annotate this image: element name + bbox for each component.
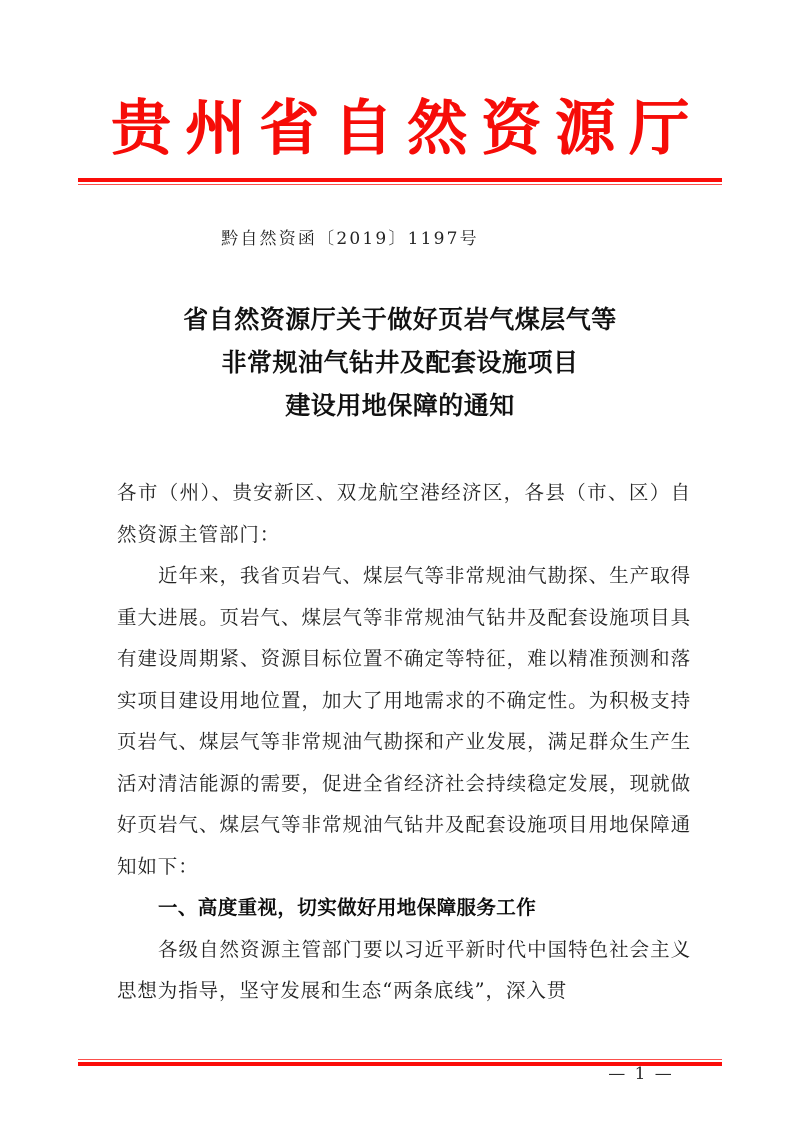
section-1-paragraph: 各级自然资源主管部门要以习近平新时代中国特色社会主义思想为指导，坚守发展和生态“两条底线”，深入贯 xyxy=(117,937,691,1002)
document-body xyxy=(117,472,691,1012)
document-title-line-3: 建设用地保障的通知 xyxy=(285,391,515,420)
header-red-rule xyxy=(78,178,722,185)
recipients-line: 各市（州）、贵安新区、双龙航空港经济区，各县（市、区）自然资源主管部门： xyxy=(117,481,691,546)
document-title xyxy=(100,298,700,427)
masthead xyxy=(0,92,800,166)
document-number xyxy=(0,226,800,252)
page-number: — 1 — xyxy=(608,1064,674,1084)
body-paragraph-1: 近年来，我省页岩气、煤层气等非常规油气勘探、生产取得重大进展。页岩气、煤层气等非常规油气钻井及配套设施项目具有建设周期紧、资源目标位置不确定等特征，难以精准预测和落实项目建设用地位置，加大了用地需求的不确定性。为积极支持页岩气、煤层气等非常规油气勘探和产业发展，满足群众生产生活对清洁能源的需要，促进全省经济社会持续稳定发展，现就做好页岩气、煤层气等非常规油气钻井及配套设施项目用地保障通知如下： xyxy=(117,564,691,878)
document-title-line-1: 省自然资源厅关于做好页岩气煤层气等 xyxy=(183,305,617,334)
document-title-line-2: 非常规油气钻井及配套设施项目 xyxy=(221,348,579,377)
header-rule-thin xyxy=(78,184,722,185)
document-number-text: 黔自然资函〔2019〕1197号 xyxy=(221,229,479,249)
masthead-title: 贵州省自然资源厅 xyxy=(111,94,703,164)
section-heading-1: 一、高度重视，切实做好用地保障服务工作 xyxy=(158,896,537,919)
